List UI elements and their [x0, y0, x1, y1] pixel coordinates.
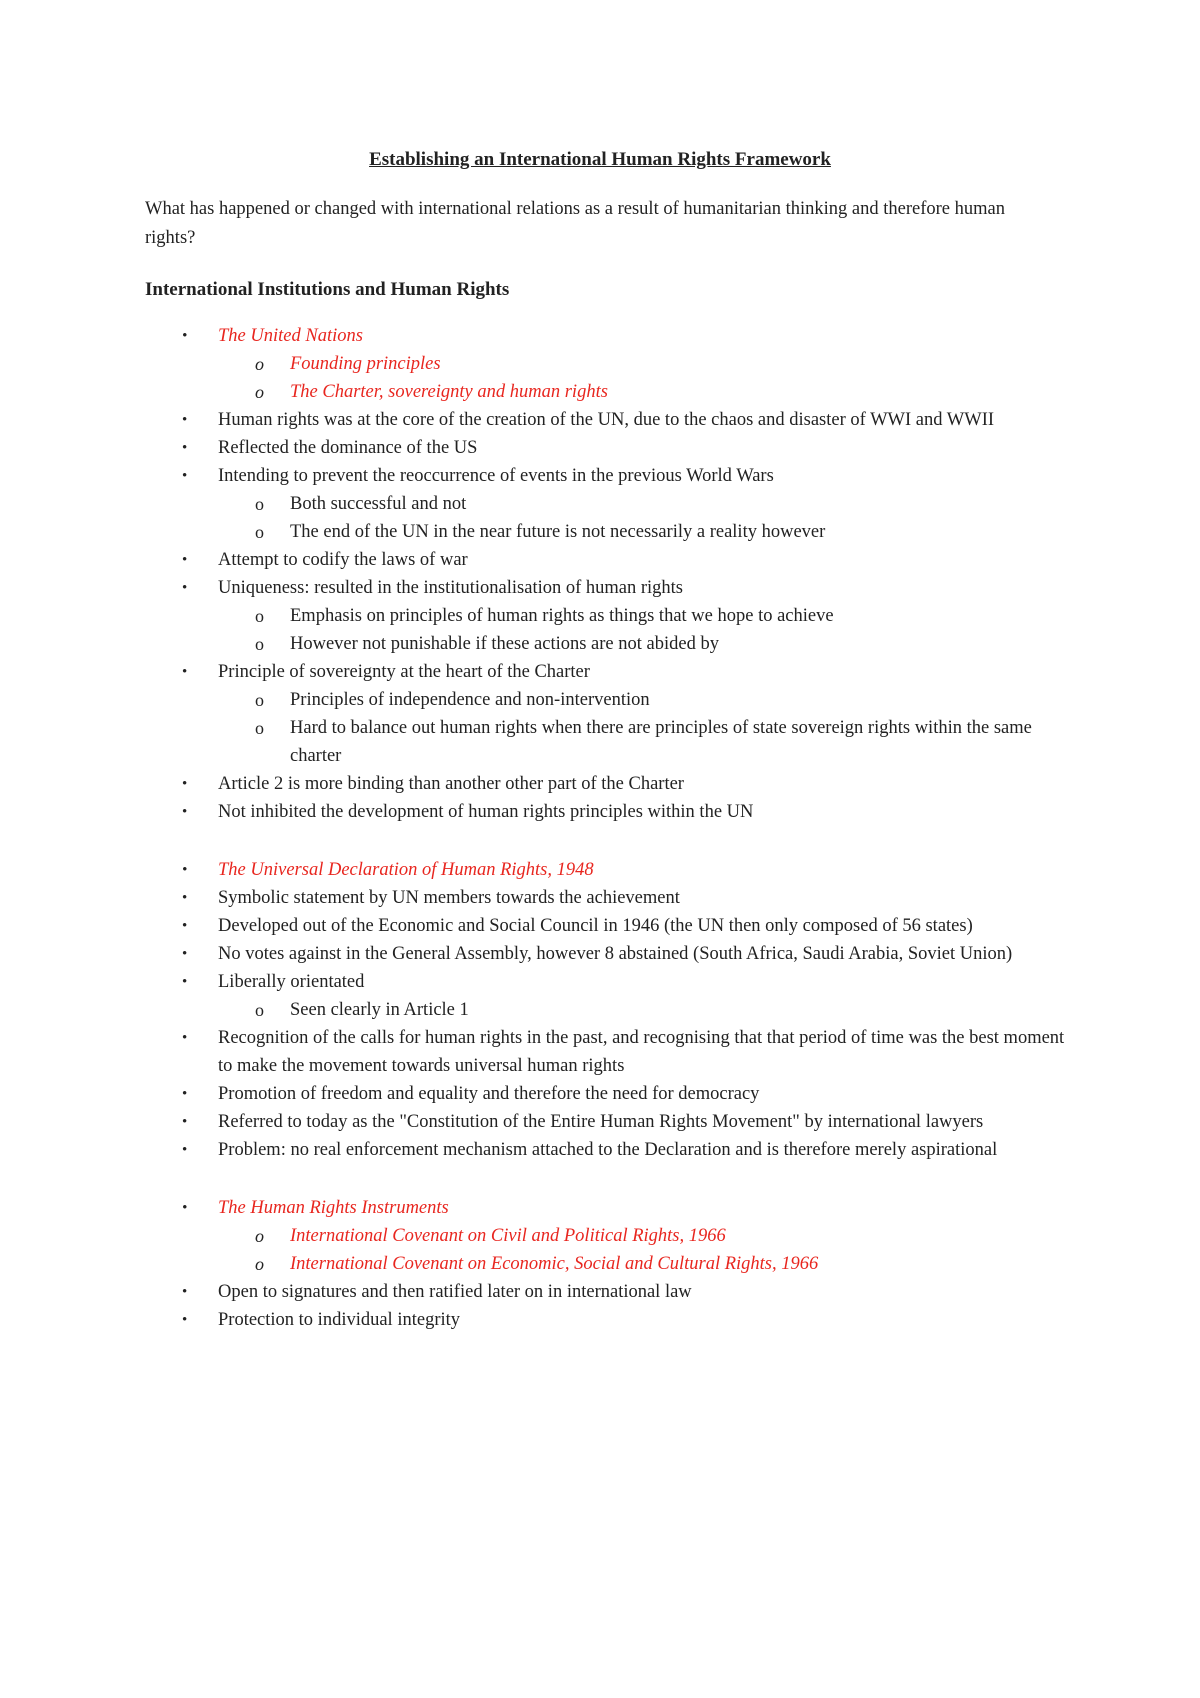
list-item-text: Hard to balance out human rights when there are principles of state sovereign rights within the same charter	[290, 718, 1032, 766]
list-item	[145, 1306, 1075, 1334]
bullet-marker: •	[182, 804, 188, 820]
sub-list-item	[145, 996, 1075, 1024]
list-item	[145, 940, 1075, 968]
list-item-text: Founding principles	[290, 354, 441, 374]
bullet-marker: •	[182, 1284, 188, 1300]
bullet-marker: •	[182, 1312, 188, 1328]
list-item-text: Principles of independence and non-intervention	[290, 690, 650, 710]
list-item-text: Symbolic statement by UN members towards the achievement	[218, 888, 680, 908]
sub-bullet-marker: o	[255, 1254, 264, 1274]
list-item	[145, 1108, 1075, 1136]
list-item-text: Problem: no real enforcement mechanism attached to the Declaration and is therefore merely aspirational	[218, 1140, 998, 1160]
sub-list-item	[145, 630, 1075, 658]
bullet-marker: •	[182, 1030, 188, 1046]
sub-bullet-marker: o	[255, 1000, 264, 1020]
bullet-marker: •	[182, 328, 188, 344]
list-item-text: The Human Rights Instruments	[218, 1198, 449, 1218]
list-item-text: Not inhibited the development of human rights principles within the UN	[218, 802, 754, 822]
list-item-text: Uniqueness: resulted in the institutionalisation of human rights	[218, 578, 684, 598]
bullet-marker: •	[182, 412, 188, 428]
sub-bullet-marker: o	[255, 1226, 264, 1246]
sub-list-item	[145, 518, 1075, 546]
list-item-text: Liberally orientated	[218, 972, 365, 992]
list-item-text: Human rights was at the core of the creation of the UN, due to the chaos and disaster of WWI and WWII	[218, 410, 995, 430]
section-heading: International Institutions and Human Rights	[145, 279, 510, 300]
list-item	[145, 546, 1075, 574]
sub-bullet-marker: o	[255, 354, 264, 374]
bullet-marker: •	[182, 1114, 188, 1130]
bullet-marker: •	[182, 468, 188, 484]
bullet-marker: •	[182, 890, 188, 906]
bullet-marker: •	[182, 1142, 188, 1158]
list-item-text: Emphasis on principles of human rights as things that we hope to achieve	[290, 606, 834, 626]
list-item	[145, 574, 1075, 602]
bullet-marker: •	[182, 440, 188, 456]
list-item-text: Referred to today as the "Constitution of the Entire Human Rights Movement" by international lawyers	[218, 1112, 984, 1132]
document-title: Establishing an International Human Rights Framework	[369, 149, 831, 170]
list-item	[145, 1194, 1075, 1222]
list-item	[145, 912, 1075, 940]
list-item-text: Open to signatures and then ratified later on in international law	[218, 1282, 692, 1302]
list-item	[145, 856, 1075, 884]
sub-bullet-marker: o	[255, 690, 264, 710]
section-spacer	[145, 1164, 1075, 1194]
list-item	[145, 1278, 1075, 1306]
sub-bullet-marker: o	[255, 494, 264, 514]
sub-list-item	[145, 1250, 1075, 1278]
list-item-text: Article 2 is more binding than another other part of the Charter	[218, 774, 684, 794]
list-item	[145, 462, 1075, 490]
intro-paragraph: What has happened or changed with international relations as a result of humanitarian thinking and therefore human rights?	[145, 199, 1005, 248]
list-item-text: International Covenant on Economic, Social and Cultural Rights, 1966	[290, 1254, 819, 1274]
sub-list-item	[145, 686, 1075, 714]
list-item-text: International Covenant on Civil and Political Rights, 1966	[290, 1226, 726, 1246]
list-item	[145, 1136, 1075, 1164]
list-item	[145, 434, 1075, 462]
bullet-marker: •	[182, 552, 188, 568]
sub-bullet-marker: o	[255, 382, 264, 402]
sub-bullet-marker: o	[255, 522, 264, 542]
sub-list-item	[145, 1222, 1075, 1250]
bullet-marker: •	[182, 1086, 188, 1102]
bullet-marker: •	[182, 776, 188, 792]
notes-list	[145, 322, 1075, 1334]
list-item	[145, 798, 1075, 826]
list-item	[145, 1024, 1075, 1080]
list-item-text: Reflected the dominance of the US	[218, 438, 478, 458]
list-item-text: Developed out of the Economic and Social Council in 1946 (the UN then only composed of 56 states)	[218, 916, 973, 936]
list-item-text: The Charter, sovereignty and human rights	[290, 382, 608, 402]
sub-list-item	[145, 490, 1075, 518]
list-item	[145, 884, 1075, 912]
bullet-marker: •	[182, 664, 188, 680]
list-item-text: Principle of sovereignty at the heart of the Charter	[218, 662, 590, 682]
list-item-text: The United Nations	[218, 326, 363, 346]
sub-list-item	[145, 350, 1075, 378]
sub-bullet-marker: o	[255, 718, 264, 738]
list-item-text: Seen clearly in Article 1	[290, 1000, 469, 1020]
sub-list-item	[145, 602, 1075, 630]
list-item-text: Promotion of freedom and equality and therefore the need for democracy	[218, 1084, 760, 1104]
list-item	[145, 968, 1075, 996]
list-item-text: Both successful and not	[290, 494, 467, 514]
list-item-text: Recognition of the calls for human rights in the past, and recognising that that period of time was the best moment to make the movement towards universal human rights	[218, 1028, 1065, 1076]
section-spacer	[145, 826, 1075, 856]
list-item	[145, 658, 1075, 686]
list-item	[145, 1080, 1075, 1108]
list-item-text: The end of the UN in the near future is not necessarily a reality however	[290, 522, 826, 542]
list-item-text: Protection to individual integrity	[218, 1310, 461, 1330]
list-item	[145, 770, 1075, 798]
list-item-text: Intending to prevent the reoccurrence of events in the previous World Wars	[218, 466, 774, 486]
bullet-marker: •	[182, 946, 188, 962]
sub-bullet-marker: o	[255, 634, 264, 654]
sub-bullet-marker: o	[255, 606, 264, 626]
list-item-text: No votes against in the General Assembly, however 8 abstained (South Africa, Saudi Arabia, Soviet Union)	[218, 944, 1013, 964]
bullet-marker: •	[182, 918, 188, 934]
list-item-text: Attempt to codify the laws of war	[218, 550, 468, 570]
list-item	[145, 322, 1075, 350]
list-item-text: However not punishable if these actions are not abided by	[290, 634, 719, 654]
list-item-text: The Universal Declaration of Human Rights, 1948	[218, 860, 594, 880]
sub-list-item	[145, 378, 1075, 406]
list-item	[145, 406, 1075, 434]
bullet-marker: •	[182, 1200, 188, 1216]
bullet-marker: •	[182, 862, 188, 878]
sub-list-item	[145, 714, 1075, 770]
bullet-marker: •	[182, 580, 188, 596]
bullet-marker: •	[182, 974, 188, 990]
